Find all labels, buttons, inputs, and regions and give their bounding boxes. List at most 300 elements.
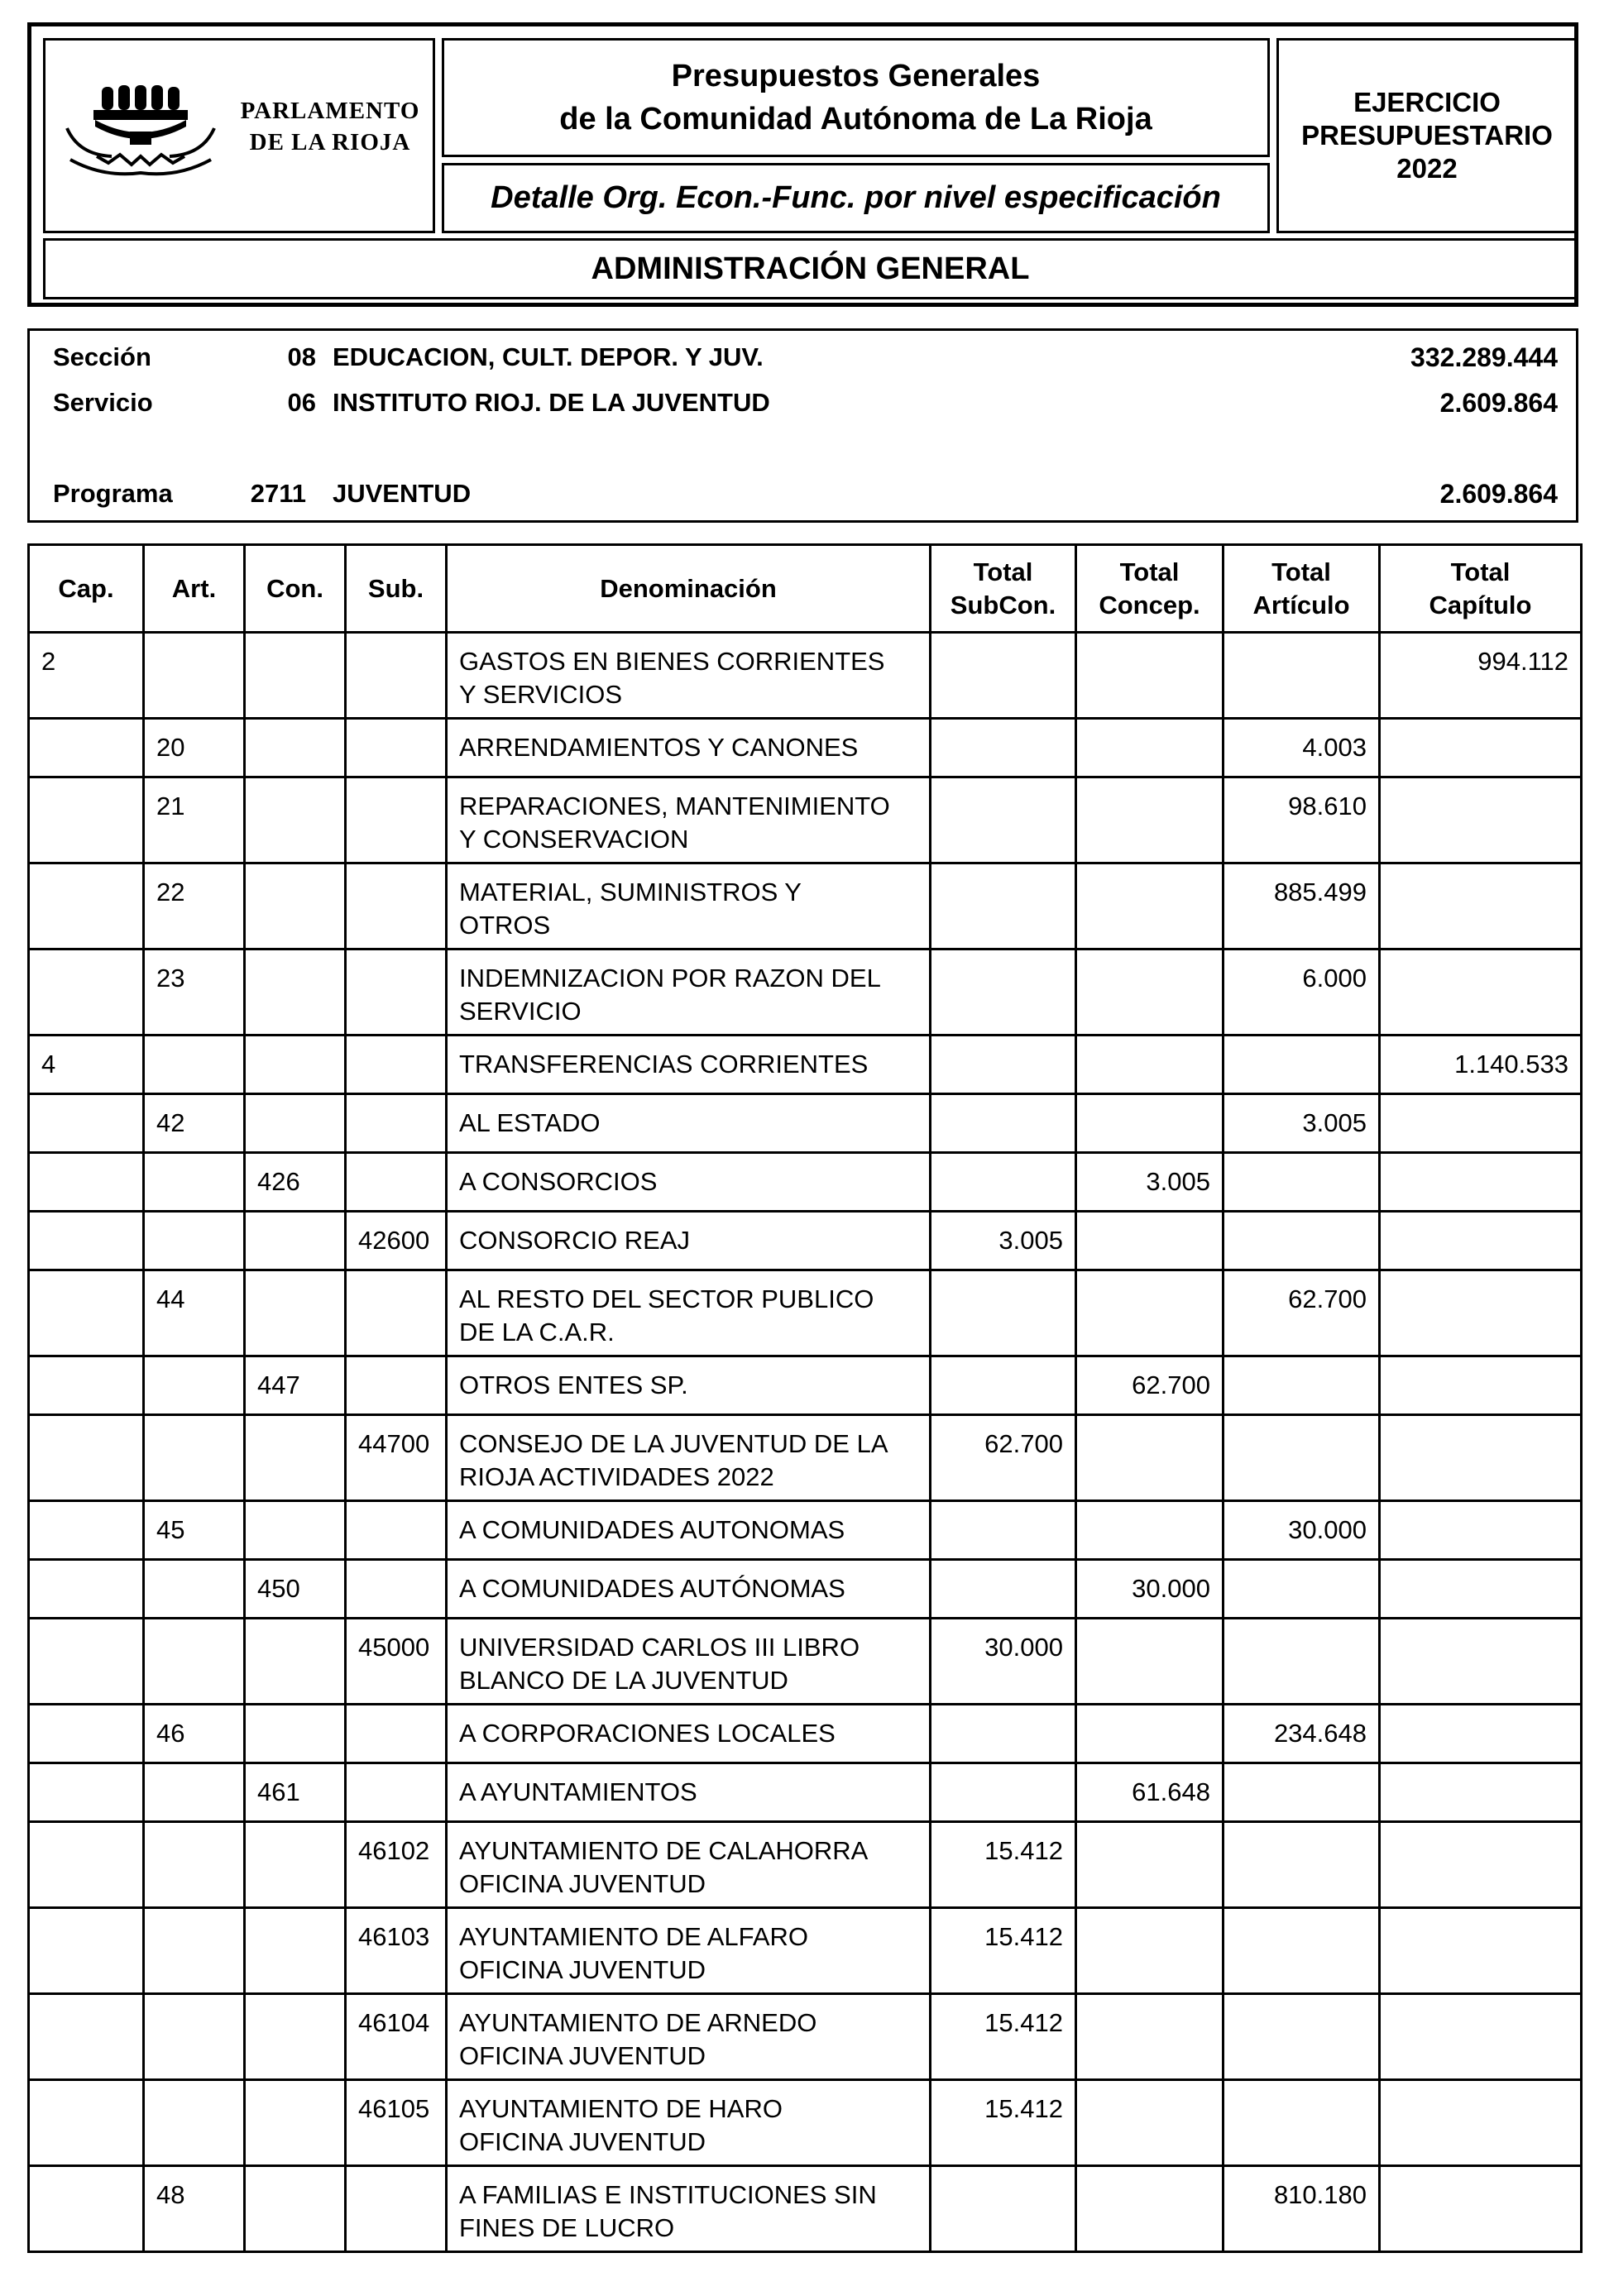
cell-capitulo: 994.112 xyxy=(1380,633,1582,719)
cell-cap xyxy=(29,719,144,777)
col-header-denominacion: Denominación xyxy=(447,545,931,633)
cell-articulo xyxy=(1224,2080,1380,2166)
col-header-total-capitulo xyxy=(1380,545,1582,633)
cell-capitulo xyxy=(1380,1763,1582,1822)
servicio-amount: 2.609.864 xyxy=(1439,388,1558,418)
cell-concep: 30.000 xyxy=(1076,1560,1224,1619)
cell-con xyxy=(245,1415,346,1501)
cell-con xyxy=(245,1501,346,1560)
cell-art xyxy=(144,2080,245,2166)
denominacion-line1: AL ESTADO xyxy=(459,1108,601,1137)
cell-articulo xyxy=(1224,633,1380,719)
cell-articulo: 234.648 xyxy=(1224,1705,1380,1763)
cell-sub: 46105 xyxy=(346,2080,447,2166)
cell-sub xyxy=(346,633,447,719)
cell-denominacion xyxy=(447,863,931,949)
document-title-line1: Presupuestos Generales xyxy=(671,59,1041,93)
cell-capitulo xyxy=(1380,1619,1582,1705)
cell-cap xyxy=(29,2080,144,2166)
table-row xyxy=(29,777,1582,863)
cell-art: 44 xyxy=(144,1270,245,1356)
table-row xyxy=(29,1501,1582,1560)
cell-cap xyxy=(29,2166,144,2252)
programa-name: JUVENTUD xyxy=(333,479,472,508)
table-row xyxy=(29,1094,1582,1153)
table-row xyxy=(29,1705,1582,1763)
cell-capitulo xyxy=(1380,1994,1582,2080)
cell-capitulo xyxy=(1380,1560,1582,1619)
table-row xyxy=(29,1619,1582,1705)
cell-articulo xyxy=(1224,1763,1380,1822)
col-header-total-concep-line1: Total xyxy=(1119,557,1180,586)
cell-subcon xyxy=(931,949,1076,1036)
denominacion-line1: CONSEJO DE LA JUVENTUD DE LA xyxy=(459,1429,888,1458)
denominacion-line1: UNIVERSIDAD CARLOS III LIBRO xyxy=(459,1633,860,1662)
cell-capitulo xyxy=(1380,1415,1582,1501)
col-header-total-capitulo-line1: Total xyxy=(1450,557,1511,586)
cell-capitulo xyxy=(1380,1212,1582,1270)
cell-denominacion xyxy=(447,1908,931,1994)
denominacion-line2: Y CONSERVACION xyxy=(459,825,689,854)
cell-articulo xyxy=(1224,1994,1380,2080)
cell-subcon xyxy=(931,2166,1076,2252)
cell-con xyxy=(245,633,346,719)
cell-cap xyxy=(29,1501,144,1560)
denominacion-line2: FINES DE LUCRO xyxy=(459,2213,675,2242)
cell-articulo xyxy=(1224,1356,1380,1415)
title-box xyxy=(442,38,1270,157)
cell-art xyxy=(144,1763,245,1822)
cell-sub: 46102 xyxy=(346,1822,447,1908)
cell-denominacion xyxy=(447,1763,931,1822)
cell-sub xyxy=(346,1560,447,1619)
table-row xyxy=(29,1356,1582,1415)
col-header-total-subcon-line1: Total xyxy=(973,557,1033,586)
cell-art xyxy=(144,1153,245,1212)
cell-capitulo xyxy=(1380,777,1582,863)
cell-articulo: 4.003 xyxy=(1224,719,1380,777)
cell-capitulo xyxy=(1380,1501,1582,1560)
cell-subcon xyxy=(931,1501,1076,1560)
denominacion-line2: RIOJA ACTIVIDADES 2022 xyxy=(459,1462,774,1491)
cell-con xyxy=(245,1094,346,1153)
table-row xyxy=(29,1994,1582,2080)
cell-subcon xyxy=(931,1763,1076,1822)
cell-denominacion xyxy=(447,1619,931,1705)
col-header-cap: Cap. xyxy=(29,545,144,633)
cell-articulo: 30.000 xyxy=(1224,1501,1380,1560)
col-header-total-articulo xyxy=(1224,545,1380,633)
cell-con xyxy=(245,1270,346,1356)
denominacion-line2: OFICINA JUVENTUD xyxy=(459,1869,706,1898)
servicio-label: Servicio xyxy=(53,388,153,417)
cell-subcon xyxy=(931,1153,1076,1212)
fiscal-year-label-line1: EJERCICIO xyxy=(1353,87,1501,117)
cell-concep xyxy=(1076,1212,1224,1270)
cell-subcon xyxy=(931,1036,1076,1094)
cell-sub xyxy=(346,1153,447,1212)
denominacion-line2: DE LA C.A.R. xyxy=(459,1318,615,1347)
cell-subcon xyxy=(931,863,1076,949)
denominacion-line1: MATERIAL, SUMINISTROS Y xyxy=(459,878,802,906)
cell-art xyxy=(144,633,245,719)
denominacion-line1: A COMUNIDADES AUTONOMAS xyxy=(459,1515,845,1544)
cell-art xyxy=(144,1036,245,1094)
table-row xyxy=(29,1763,1582,1822)
cell-concep xyxy=(1076,719,1224,777)
cell-articulo: 3.005 xyxy=(1224,1094,1380,1153)
cell-art: 20 xyxy=(144,719,245,777)
cell-sub xyxy=(346,949,447,1036)
cell-art: 23 xyxy=(144,949,245,1036)
cell-art xyxy=(144,1619,245,1705)
cell-denominacion xyxy=(447,1415,931,1501)
denominacion-line1: A CORPORACIONES LOCALES xyxy=(459,1719,836,1748)
logo-box xyxy=(43,38,435,233)
denominacion-line1: REPARACIONES, MANTENIMIENTO xyxy=(459,792,890,820)
cell-subcon xyxy=(931,1356,1076,1415)
col-header-total-articulo-line2: Artículo xyxy=(1252,590,1350,619)
col-header-total-capitulo-line2: Capítulo xyxy=(1429,590,1532,619)
cell-con xyxy=(245,1036,346,1094)
cell-concep xyxy=(1076,1094,1224,1153)
cell-con xyxy=(245,1619,346,1705)
cell-articulo xyxy=(1224,1908,1380,1994)
cell-subcon: 15.412 xyxy=(931,1908,1076,1994)
cell-denominacion xyxy=(447,719,931,777)
cell-articulo xyxy=(1224,1212,1380,1270)
document-header xyxy=(27,22,1578,307)
budget-table-body xyxy=(29,633,1582,2252)
col-header-total-concep xyxy=(1076,545,1224,633)
cell-subcon: 62.700 xyxy=(931,1415,1076,1501)
cell-con: 426 xyxy=(245,1153,346,1212)
denominacion-line2: OFICINA JUVENTUD xyxy=(459,2041,706,2070)
cell-articulo xyxy=(1224,1560,1380,1619)
cell-cap xyxy=(29,1560,144,1619)
cell-capitulo xyxy=(1380,863,1582,949)
cell-concep xyxy=(1076,2166,1224,2252)
cell-cap xyxy=(29,1356,144,1415)
denominacion-line1: AYUNTAMIENTO DE ALFARO xyxy=(459,1922,809,1951)
cell-denominacion xyxy=(447,633,931,719)
denominacion-line1: AL RESTO DEL SECTOR PUBLICO xyxy=(459,1284,874,1313)
table-row xyxy=(29,633,1582,719)
cell-cap xyxy=(29,1270,144,1356)
table-row xyxy=(29,1822,1582,1908)
cell-concep xyxy=(1076,1270,1224,1356)
cell-art: 22 xyxy=(144,863,245,949)
cell-concep xyxy=(1076,1501,1224,1560)
cell-articulo xyxy=(1224,1036,1380,1094)
cell-subcon xyxy=(931,1705,1076,1763)
cell-cap: 4 xyxy=(29,1036,144,1094)
table-row xyxy=(29,1212,1582,1270)
subtitle-box xyxy=(442,163,1270,233)
cell-con xyxy=(245,777,346,863)
cell-articulo xyxy=(1224,1822,1380,1908)
denominacion-line1: A FAMILIAS E INSTITUCIONES SIN xyxy=(459,2180,877,2209)
denominacion-line2: OFICINA JUVENTUD xyxy=(459,2127,706,2156)
cell-denominacion xyxy=(447,777,931,863)
cell-sub: 46104 xyxy=(346,1994,447,2080)
cell-capitulo xyxy=(1380,2080,1582,2166)
table-row xyxy=(29,719,1582,777)
cell-cap xyxy=(29,1153,144,1212)
cell-sub xyxy=(346,719,447,777)
servicio-code: 06 xyxy=(287,388,316,417)
cell-subcon: 15.412 xyxy=(931,1994,1076,2080)
cell-concep: 3.005 xyxy=(1076,1153,1224,1212)
cell-denominacion xyxy=(447,2080,931,2166)
table-row xyxy=(29,1270,1582,1356)
section-info xyxy=(27,328,1578,523)
cell-denominacion xyxy=(447,1036,931,1094)
denominacion-line1: AYUNTAMIENTO DE HARO xyxy=(459,2094,783,2123)
document-title-line2: de la Comunidad Autónoma de La Rioja xyxy=(559,102,1152,136)
cell-sub xyxy=(346,1501,447,1560)
document-subtitle: Detalle Org. Econ.-Func. por nivel especificación xyxy=(491,180,1221,215)
cell-art xyxy=(144,1560,245,1619)
cell-capitulo xyxy=(1380,1908,1582,1994)
table-row xyxy=(29,1153,1582,1212)
cell-concep: 62.700 xyxy=(1076,1356,1224,1415)
budget-table xyxy=(27,543,1583,2253)
cell-con xyxy=(245,1822,346,1908)
cell-articulo xyxy=(1224,1415,1380,1501)
cell-articulo: 885.499 xyxy=(1224,863,1380,949)
cell-subcon: 15.412 xyxy=(931,2080,1076,2166)
cell-cap xyxy=(29,1415,144,1501)
cell-subcon: 15.412 xyxy=(931,1822,1076,1908)
cell-con xyxy=(245,863,346,949)
cell-art: 45 xyxy=(144,1501,245,1560)
cell-con xyxy=(245,2080,346,2166)
cell-concep xyxy=(1076,1822,1224,1908)
cell-denominacion xyxy=(447,1705,931,1763)
cell-capitulo xyxy=(1380,949,1582,1036)
cell-sub: 42600 xyxy=(346,1212,447,1270)
cell-denominacion xyxy=(447,1356,931,1415)
servicio-row xyxy=(30,385,1576,421)
cell-capitulo xyxy=(1380,1153,1582,1212)
cell-concep xyxy=(1076,1994,1224,2080)
cell-concep xyxy=(1076,1908,1224,1994)
cell-concep xyxy=(1076,633,1224,719)
denominacion-line2: BLANCO DE LA JUVENTUD xyxy=(459,1666,788,1695)
cell-con: 447 xyxy=(245,1356,346,1415)
cell-art: 48 xyxy=(144,2166,245,2252)
entity-box xyxy=(43,238,1578,299)
cell-sub: 45000 xyxy=(346,1619,447,1705)
cell-concep xyxy=(1076,2080,1224,2166)
cell-articulo: 62.700 xyxy=(1224,1270,1380,1356)
fiscal-year-box xyxy=(1276,38,1578,233)
cell-denominacion xyxy=(447,1212,931,1270)
cell-cap xyxy=(29,1994,144,2080)
denominacion-line1: INDEMNIZACION POR RAZON DEL xyxy=(459,964,881,993)
table-row xyxy=(29,1036,1582,1094)
cell-denominacion xyxy=(447,1094,931,1153)
cell-articulo: 6.000 xyxy=(1224,949,1380,1036)
cell-subcon: 3.005 xyxy=(931,1212,1076,1270)
organization-name-line1: PARLAMENTO xyxy=(240,98,420,124)
cell-articulo xyxy=(1224,1619,1380,1705)
cell-subcon: 30.000 xyxy=(931,1619,1076,1705)
cell-con xyxy=(245,1705,346,1763)
denominacion-line2: Y SERVICIOS xyxy=(459,680,622,709)
servicio-name: INSTITUTO RIOJ. DE LA JUVENTUD xyxy=(333,388,770,417)
cell-concep xyxy=(1076,863,1224,949)
cell-cap: 2 xyxy=(29,633,144,719)
cell-con xyxy=(245,949,346,1036)
cell-concep xyxy=(1076,777,1224,863)
col-header-sub: Sub. xyxy=(346,545,447,633)
denominacion-line2: OFICINA JUVENTUD xyxy=(459,1955,706,1984)
cell-art xyxy=(144,1415,245,1501)
cell-subcon xyxy=(931,1270,1076,1356)
cell-capitulo xyxy=(1380,1822,1582,1908)
denominacion-line1: AYUNTAMIENTO DE CALAHORRA xyxy=(459,1836,869,1865)
cell-art xyxy=(144,1822,245,1908)
cell-capitulo: 1.140.533 xyxy=(1380,1036,1582,1094)
cell-art xyxy=(144,1212,245,1270)
programa-label: Programa xyxy=(53,479,173,508)
cell-sub xyxy=(346,863,447,949)
cell-denominacion xyxy=(447,1994,931,2080)
entity-name: ADMINISTRACIÓN GENERAL xyxy=(591,251,1030,286)
denominacion-line1: A COMUNIDADES AUTÓNOMAS xyxy=(459,1574,845,1603)
parliament-building-icon xyxy=(62,80,219,188)
cell-articulo: 810.180 xyxy=(1224,2166,1380,2252)
table-row xyxy=(29,1560,1582,1619)
cell-sub xyxy=(346,2166,447,2252)
cell-sub xyxy=(346,1763,447,1822)
cell-denominacion xyxy=(447,1822,931,1908)
col-header-con: Con. xyxy=(245,545,346,633)
denominacion-line1: TRANSFERENCIAS CORRIENTES xyxy=(459,1050,869,1079)
cell-cap xyxy=(29,863,144,949)
table-row xyxy=(29,2080,1582,2166)
cell-denominacion xyxy=(447,2166,931,2252)
table-row xyxy=(29,863,1582,949)
cell-sub: 44700 xyxy=(346,1415,447,1501)
cell-art: 46 xyxy=(144,1705,245,1763)
col-header-total-concep-line2: Concep. xyxy=(1099,590,1200,619)
col-header-total-subcon xyxy=(931,545,1076,633)
cell-art xyxy=(144,1356,245,1415)
col-header-art: Art. xyxy=(144,545,245,633)
cell-cap xyxy=(29,1763,144,1822)
cell-cap xyxy=(29,1705,144,1763)
cell-cap xyxy=(29,777,144,863)
fiscal-year-label-line2: PRESUPUESTARIO xyxy=(1301,120,1553,151)
cell-concep xyxy=(1076,1619,1224,1705)
denominacion-line1: GASTOS EN BIENES CORRIENTES xyxy=(459,647,885,676)
cell-cap xyxy=(29,1822,144,1908)
denominacion-line1: AYUNTAMIENTO DE ARNEDO xyxy=(459,2008,817,2037)
cell-concep xyxy=(1076,1705,1224,1763)
cell-sub: 46103 xyxy=(346,1908,447,1994)
table-row xyxy=(29,1415,1582,1501)
organization-name-line2: DE LA RIOJA xyxy=(249,129,411,155)
cell-subcon xyxy=(931,633,1076,719)
cell-subcon xyxy=(931,777,1076,863)
seccion-row xyxy=(30,339,1576,375)
seccion-code: 08 xyxy=(287,342,316,371)
cell-cap xyxy=(29,1619,144,1705)
cell-con xyxy=(245,719,346,777)
cell-con xyxy=(245,1212,346,1270)
cell-con: 450 xyxy=(245,1560,346,1619)
cell-subcon xyxy=(931,719,1076,777)
programa-amount: 2.609.864 xyxy=(1439,479,1558,509)
cell-con xyxy=(245,1994,346,2080)
cell-art: 21 xyxy=(144,777,245,863)
programa-code: 2711 xyxy=(250,479,306,508)
cell-concep: 61.648 xyxy=(1076,1763,1224,1822)
table-row xyxy=(29,949,1582,1036)
denominacion-line1: CONSORCIO REAJ xyxy=(459,1226,691,1255)
cell-articulo: 98.610 xyxy=(1224,777,1380,863)
cell-con xyxy=(245,2166,346,2252)
cell-denominacion xyxy=(447,949,931,1036)
cell-capitulo xyxy=(1380,2166,1582,2252)
cell-cap xyxy=(29,949,144,1036)
cell-sub xyxy=(346,1094,447,1153)
cell-art: 42 xyxy=(144,1094,245,1153)
cell-sub xyxy=(346,1270,447,1356)
cell-con: 461 xyxy=(245,1763,346,1822)
cell-capitulo xyxy=(1380,719,1582,777)
denominacion-line2: SERVICIO xyxy=(459,997,582,1026)
cell-art xyxy=(144,1994,245,2080)
cell-cap xyxy=(29,1094,144,1153)
programa-row xyxy=(30,476,1576,512)
cell-subcon xyxy=(931,1560,1076,1619)
denominacion-line1: A AYUNTAMIENTOS xyxy=(459,1777,697,1806)
col-header-total-articulo-line1: Total xyxy=(1271,557,1331,586)
cell-concep xyxy=(1076,949,1224,1036)
cell-sub xyxy=(346,1705,447,1763)
seccion-name: EDUCACION, CULT. DEPOR. Y JUV. xyxy=(333,342,764,371)
cell-denominacion xyxy=(447,1153,931,1212)
cell-articulo xyxy=(1224,1153,1380,1212)
cell-denominacion xyxy=(447,1501,931,1560)
denominacion-line1: ARRENDAMIENTOS Y CANONES xyxy=(459,733,859,762)
seccion-amount: 332.289.444 xyxy=(1410,342,1558,372)
table-row xyxy=(29,2166,1582,2252)
table-row xyxy=(29,1908,1582,1994)
cell-capitulo xyxy=(1380,1094,1582,1153)
denominacion-line1: OTROS ENTES SP. xyxy=(459,1370,688,1399)
cell-capitulo xyxy=(1380,1356,1582,1415)
denominacion-line1: A CONSORCIOS xyxy=(459,1167,658,1196)
cell-denominacion xyxy=(447,1560,931,1619)
cell-denominacion xyxy=(447,1270,931,1356)
cell-concep xyxy=(1076,1036,1224,1094)
denominacion-line2: OTROS xyxy=(459,911,551,940)
cell-con xyxy=(245,1908,346,1994)
cell-cap xyxy=(29,1212,144,1270)
col-header-total-subcon-line2: SubCon. xyxy=(950,590,1056,619)
cell-concep xyxy=(1076,1415,1224,1501)
cell-sub xyxy=(346,1356,447,1415)
cell-cap xyxy=(29,1908,144,1994)
fiscal-year: 2022 xyxy=(1396,153,1458,184)
seccion-label: Sección xyxy=(53,342,151,371)
cell-sub xyxy=(346,777,447,863)
